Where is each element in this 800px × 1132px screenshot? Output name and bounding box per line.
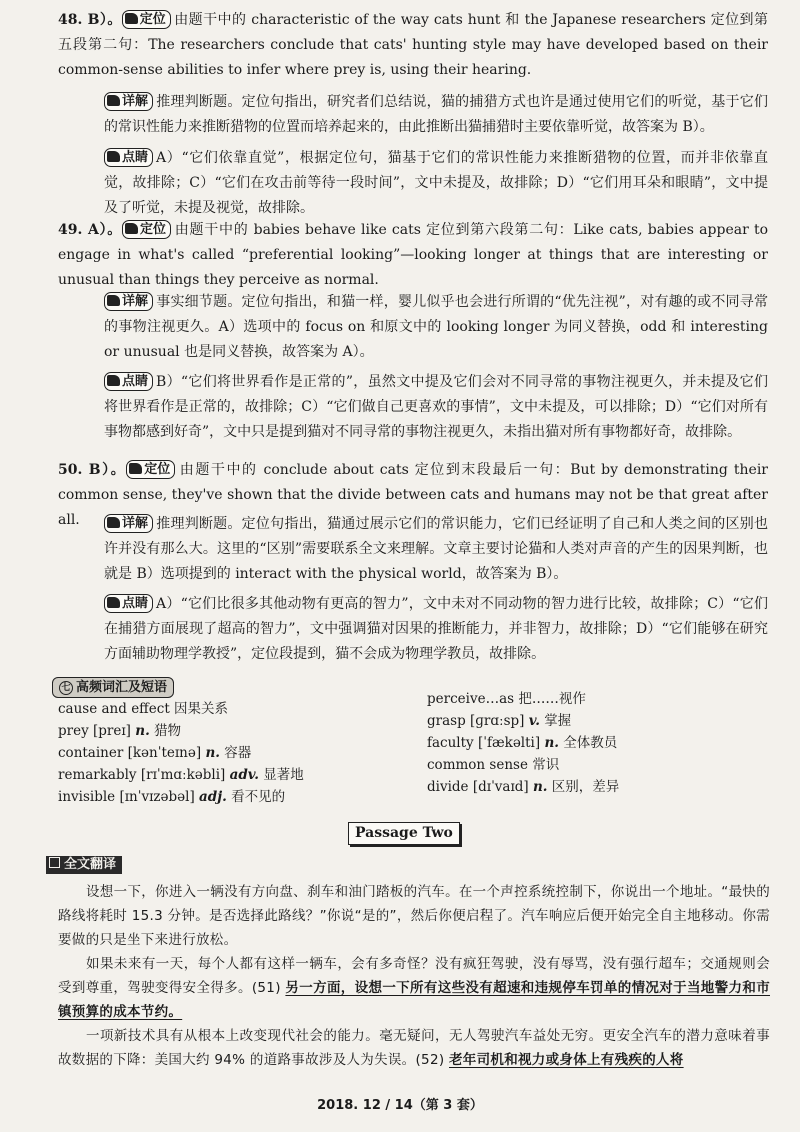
translation-para-2: 如果未来有一天，每个人都有这样一辆车，会有多奇怪？没有疯狂驾驶，没有辱骂，没有强行超车；交通规则会受到尊重，驾驶变得安全得多。(51) 另一方面，设想一下所有这些没有超速和违规停车罚单的情况对于当地警力和市镇预算的成本节约。: [58, 956, 770, 1020]
underlined-sentence-51: 另一方面，设想一下所有这些没有超速和违规停车罚单的情况对于当地警力和市镇预算的成本节约。: [58, 980, 770, 1020]
vocab-right-column: [427, 688, 619, 798]
checkbox-square-icon: [49, 857, 60, 868]
translation-para-1: 设想一下，你进入一辆没有方向盘、刹车和油门踏板的汽车。在一个声控系统控制下，你说出一个地址。“最快的路线将耗时 15.3 分钟。是否选择此路线？”你说“是的”，然后你便启程了。汽车响应后便开始完全自主地移动。你需要做的只是坐下来进行放松。: [58, 884, 770, 948]
bookmark-icon: [107, 375, 120, 386]
q49-explain-para: [58, 290, 768, 365]
q50-locate-text: 由题干中的 conclude about cats 定位到末段最后一句：But by demonstrating their common sense, they've shown that the divide between cats and humans may not be that great after all.: [58, 462, 768, 528]
bookmark-icon: [129, 463, 142, 474]
q50-number: 50. B）。: [58, 462, 127, 478]
bookmark-icon: [125, 223, 138, 234]
vocab-left-column: [58, 698, 304, 808]
vocab-entry: common sense 常识: [427, 757, 560, 773]
q49-number: 49. A）。: [58, 222, 123, 238]
comment-tag: 点睛: [104, 594, 153, 613]
section-number-circle: 七: [59, 681, 73, 695]
q49-locate-para: [58, 218, 768, 293]
vocab-entry: cause and effect 因果关系: [58, 701, 229, 717]
q49-comment-para: [58, 370, 768, 445]
explain-tag: 详解: [104, 292, 153, 311]
locate-tag: 定位: [122, 220, 171, 239]
vocab-entry: perceive…as 把……视作: [427, 691, 586, 707]
q49-comment-text: B）“它们将世界看作是正常的”，虽然文中提及它们会对不同寻常的事物注视更久，并未提及它们将世界看作是正常的，故排除；C）“它们做自己更喜欢的事情”，文中未提及，可以排除；D）“它们对所有事物都感到好奇”，文中只是提到猫对不同寻常的事物注视更久，未指出猫对所有事物都好奇，故排除。: [104, 374, 768, 440]
vocab-entry: remarkably [rɪˈmɑːkəbli] adv. 显著地: [58, 767, 304, 783]
q50-comment-text: A）“它们比很多其他动物有更高的智力”，文中未对不同动物的智力进行比较，故排除；C）“它们在捕猎方面展现了超高的智力”，文中强调猫对因果的推断能力，并非智力，故排除；D）“它们能够在研究方面辅助物理学教授”，定位段提到，猫不会成为物理学教员，故排除。: [104, 596, 768, 662]
translation-section-title: 全文翻译: [64, 857, 117, 872]
passage-title: Passage Two: [348, 822, 460, 845]
vocab-entry: divide [dɪˈvaɪd] n. 区别，差异: [427, 779, 620, 795]
underlined-sentence-52: 老年司机和视力或身体上有残疾的人将: [449, 1052, 684, 1068]
vocab-entry: container [kənˈteɪnə] n. 容器: [58, 745, 252, 761]
q48-comment-para: [58, 146, 768, 221]
q50-explain-text: 推理判断题。定位句指出，猫通过展示它们的常识能力，它们已经证明了自己和人类之间的区别也许并没有那么大。这里的“区别”需要联系全文来理解。文章主要讨论猫和人类对声音的产生的因果判断，也就是 B）选项提到的 interact with the physical world，故答案为 B）。: [104, 516, 768, 582]
locate-tag: 定位: [122, 10, 171, 29]
q48-locate-para: [58, 8, 768, 83]
vocab-entry: grasp [ɡrɑːsp] v. 掌握: [427, 713, 572, 729]
q48-number: 48. B）。: [58, 12, 122, 28]
vocab-section-header: [52, 677, 174, 698]
page-footer: 2018. 12 / 14（第 3 套）: [317, 1098, 483, 1113]
q49-locate-text: 由题干中的 babies behave like cats 定位到第六段第二句：Like cats, babies appear to engage in what's called “preferential looking”—looking longer at things that are interesting or unusual than things they perceive as normal.: [58, 222, 769, 288]
translation-para-3: 一项新技术具有从根本上改变现代社会的能力。毫无疑问，无人驾驶汽车益处无穷。更安全汽车的潜力意味着事故数据的下降：美国大约 94% 的道路事故涉及人为失误。(52) 老年司机和视力或身体上有残疾的人将: [58, 1028, 770, 1068]
bookmark-icon: [107, 95, 120, 106]
q48-explain-para: [58, 90, 768, 140]
bookmark-icon: [107, 295, 120, 306]
vocab-entry: faculty [ˈfækəlti] n. 全体教员: [427, 735, 618, 751]
q48-explain-text: 推理判断题。定位句指出，研究者们总结说，猫的捕猎方式也许是通过使用它们的听觉，基于它们的常识性能力来推断猎物的位置而培养起来的，由此推断出猫捕猎时主要依靠听觉，故答案为 B）。: [104, 94, 768, 135]
q50-comment-para: [58, 592, 768, 667]
q48-locate-text: 由题干中的 characteristic of the way cats hunt 和 the Japanese researchers 定位到第五段第二句：The researchers conclude that cats' hunting style may have developed based on their common-sense abilities to infer where prey is, using their hearing.: [58, 12, 768, 78]
q50-explain-para: [58, 512, 768, 587]
translation-section-header: [46, 856, 122, 874]
bookmark-icon: [107, 597, 120, 608]
comment-tag: 点睛: [104, 148, 153, 167]
q48-comment-text: A）“它们依靠直觉”，根据定位句，猫基于它们的常识性能力来推断猎物的位置，而并非依靠直觉，故排除；C）“它们在攻击前等待一段时间”，文中未提及，故排除；D）“它们用耳朵和眼睛”，文中提及了听觉，未提及视觉，故排除。: [104, 150, 768, 216]
bookmark-icon: [125, 13, 138, 24]
bookmark-icon: [107, 151, 120, 162]
vocab-entry: invisible [ɪnˈvɪzəbəl] adj. 看不见的: [58, 789, 286, 805]
bookmark-icon: [107, 517, 120, 528]
vocab-section-title: 高频词汇及短语: [76, 680, 168, 695]
explain-tag: 详解: [104, 514, 153, 533]
locate-tag: 定位: [126, 460, 175, 479]
vocab-entry: prey [preɪ] n. 猎物: [58, 723, 182, 739]
q49-explain-text: 事实细节题。定位句指出，和猫一样，婴儿似乎也会进行所谓的“优先注视”，对有趣的或不同寻常的事物注视更久。A）选项中的 focus on 和原文中的 looking longer 为同义替换，odd 和 interesting or unusual 也是同义替换，故答案为 A）。: [104, 294, 768, 360]
explain-tag: 详解: [104, 92, 153, 111]
comment-tag: 点睛: [104, 372, 153, 391]
